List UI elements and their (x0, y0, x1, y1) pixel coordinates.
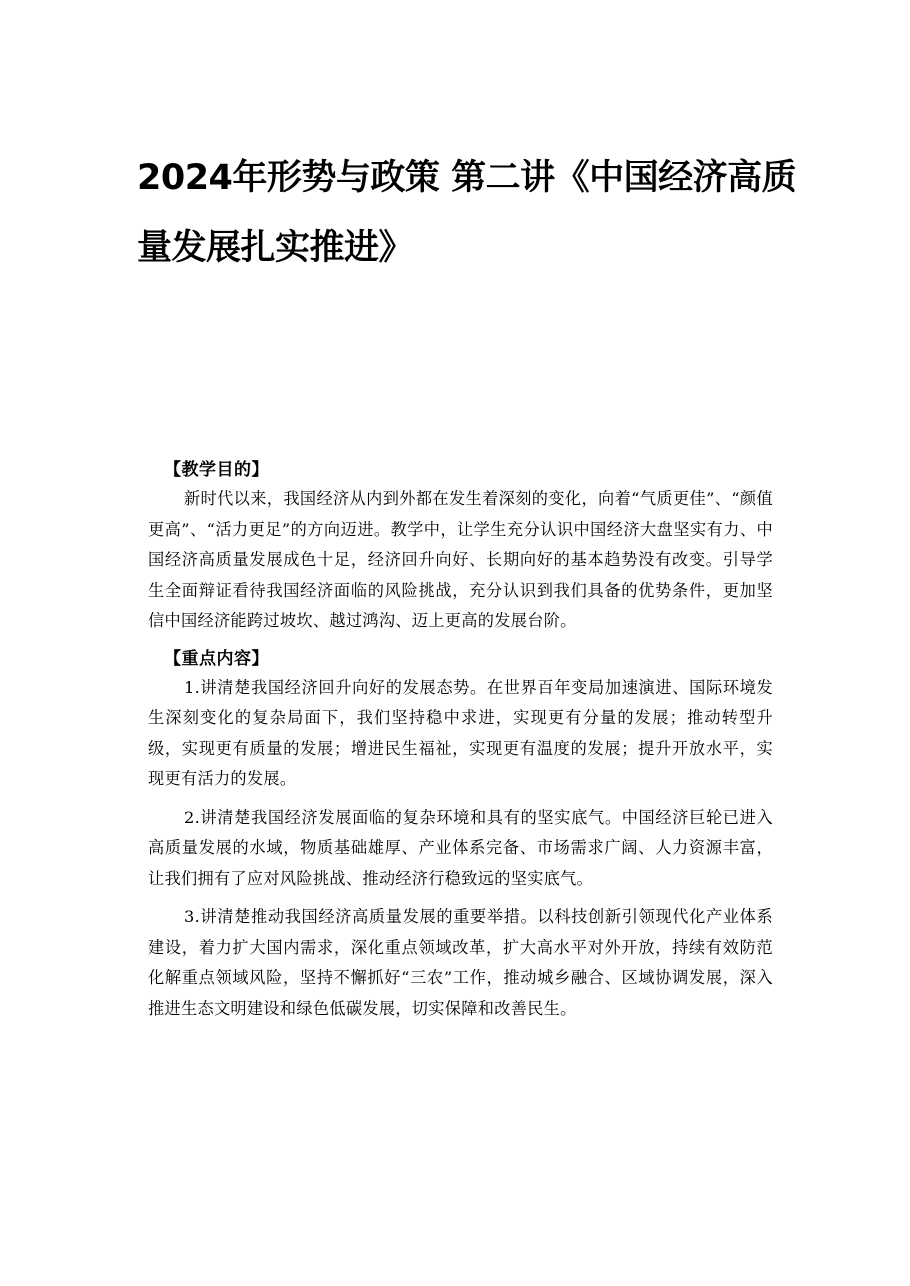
paragraph-teaching-goals: 新时代以来，我国经济从内到外都在发生着深刻的变化，向着“气质更佳”、“颜值更高”、“活力更足”的方向迈进。教学中，让学生充分认识中国经济大盘坚实有力、中国经济高质量发展成色十足，经济回升向好、长期向好的基本趋势没有改变。引导学生全面辩证看待我国经济面临的风险挑战，充分认识到我们具备的优势条件，更加坚信中国经济能跨过坡坎、越过鸿沟、迈上更高的发展台阶。 (148, 489, 773, 630)
paragraph-key-point-1: 1.讲清楚我国经济回升向好的发展态势。在世界百年变局加速演进、国际环境发生深刻变化的复杂局面下，我们坚持稳中求进，实现更有分量的发展；推动转型升级，实现更有质量的发展；增进民生福祉，实现更有温度的发展；提升开放水平，实现更有活力的发展。 (148, 677, 773, 788)
section-heading-key-content: 【重点内容】 (164, 648, 269, 669)
title-line-2: 量发展扎实推进》 (137, 228, 414, 268)
document-body (148, 456, 773, 1024)
document-title (137, 143, 797, 283)
paragraph-key-point-3: 3.讲清楚推动我国经济高质量发展的重要举措。以科技创新引领现代化产业体系建设，着力扩大国内需求，深化重点领域改革，扩大高水平对外开放，持续有效防范化解重点领域风险，坚持不懈抓好“三农”工作，推动城乡融合、区域协调发展，深入推进生态文明建设和绿色低碳发展，切实保障和改善民生。 (148, 907, 773, 1018)
title-line-1: 2024年形势与政策 第二讲《中国经济高质 (137, 158, 797, 198)
paragraph-key-point-2: 2.讲清楚我国经济发展面临的复杂环境和具有的坚实底气。中国经济巨轮已进入高质量发展的水域，物质基础雄厚、产业体系完备、市场需求广阔、人力资源丰富，让我们拥有了应对风险挑战、推动经济行稳致远的坚实底气。 (148, 807, 773, 888)
section-heading-teaching-goals: 【教学目的】 (164, 460, 269, 480)
